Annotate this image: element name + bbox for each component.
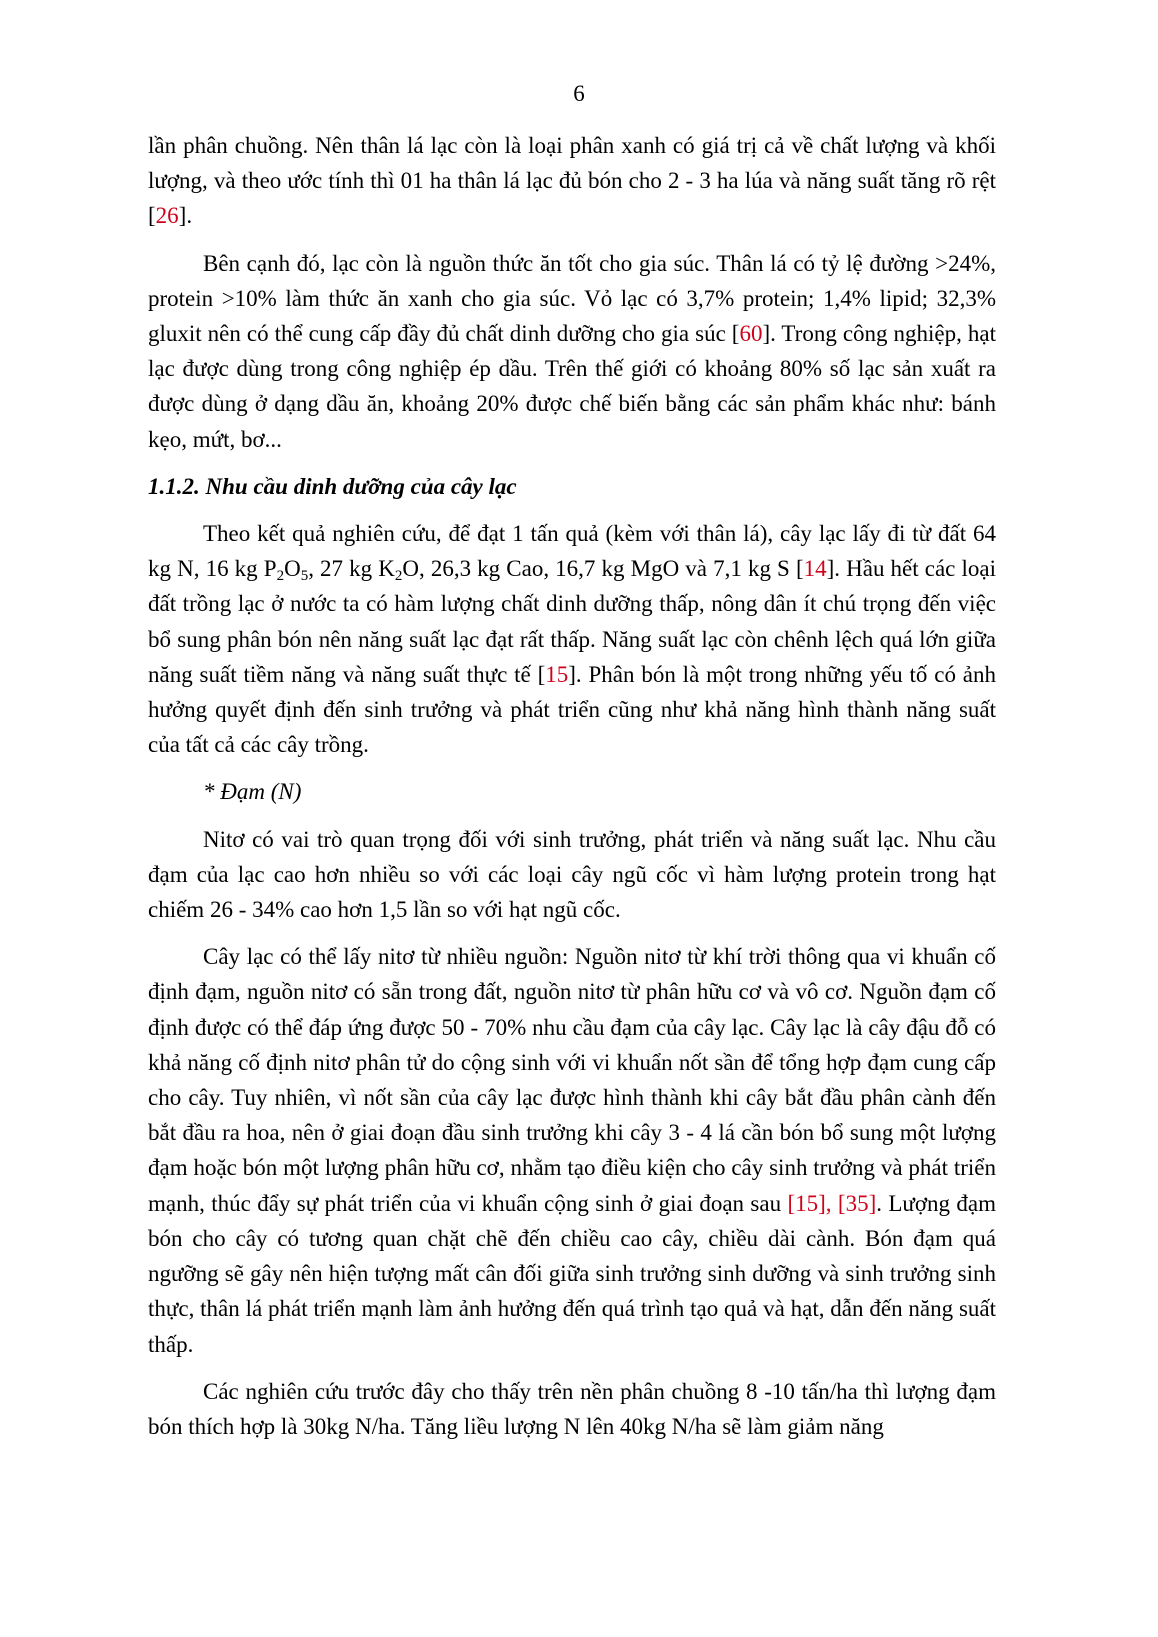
subscript: 2 bbox=[394, 568, 403, 585]
text: ]. Hầu hết các loại đất trồng lạc ở nước ta có hàm lượng chất dinh dưỡng thấp, nông dân ít chú trọng đến việc bổ sung phân bón nên năng suất lạc đạt rất thấp. Năng suất lạc còn chênh lệch quá lớn giữa năng suất tiềm năng và năng suất thực tế [ bbox=[148, 556, 996, 687]
section-heading: 1.1.2. Nhu cầu dinh dưỡng của cây lạc bbox=[148, 473, 517, 499]
text: O, 26,3 kg Cao, 16,7 kg MgO và 7,1 kg S [ bbox=[402, 556, 804, 582]
citation-link[interactable]: 26 bbox=[155, 203, 179, 229]
citation-link[interactable]: 14 bbox=[803, 556, 827, 582]
document-body bbox=[148, 128, 996, 1444]
citation-link[interactable]: [15], [35] bbox=[787, 1190, 877, 1216]
subscript: 5 bbox=[300, 568, 309, 585]
citation-link[interactable]: 60 bbox=[739, 321, 763, 347]
text: O bbox=[284, 556, 301, 582]
text: Bên cạnh đó, lạc còn là nguồn thức ăn tốt cho gia súc. Thân lá có tỷ lệ đường >24%, protein >10% làm thức ăn xanh cho gia súc. Vỏ lạc có 3,7% protein; 1,4% lipid; 32,3% gluxit nên có thể cung cấp đầy đủ chất dinh dưỡng cho gia súc [ bbox=[148, 250, 996, 347]
paragraph-1 bbox=[148, 128, 996, 234]
text: Theo kết quả nghiên cứu, để đạt 1 tấn quả (kèm với thân lá), cây lạc lấy đi từ đất 64 kg N, 16 kg P bbox=[148, 521, 996, 582]
paragraph-4: Nitơ có vai trò quan trọng đối với sinh trưởng, phát triển và năng suất lạc. Nhu cầu đạm của lạc cao hơn nhiều so với các loại cây ngũ cốc vì hàm lượng protein trong hạt chiếm 26 - 34% cao hơn 1,5 lần so với hạt ngũ cốc. bbox=[148, 826, 996, 923]
text: Cây lạc có thể lấy nitơ từ nhiều nguồn: Nguồn nitơ từ khí trời thông qua vi khuẩn cố định đạm, nguồn nitơ có sẵn trong đất, nguồn nitơ từ phân hữu cơ và vô cơ. Nguồn đạm cố định được có thể đáp ứng được 50 - 70% nhu cầu đạm của cây lạc. Cây lạc là cây đậu đỗ có khả năng cố định nitơ phân tử do cộng sinh với vi khuẩn nốt sần để tổng hợp đạm cung cấp cho cây. Tuy nhiên, vì nốt sần của cây lạc được hình thành khi cây bắt đầu phân cành đến bắt đầu ra hoa, nên ở giai đoạn đầu sinh trưởng khi cây 3 - 4 lá cần bón bổ sung một lượng đạm hoặc bón một lượng phân hữu cơ, nhằm tạo điều kiện cho cây sinh trưởng và phát triển mạnh, thúc đẩy sự phát triển của vi khuẩn cộng sinh ở giai đoạn sau bbox=[148, 944, 996, 1216]
text: ]. bbox=[178, 203, 193, 229]
page-number: 6 bbox=[573, 81, 585, 106]
subheading: * Đạm (N) bbox=[203, 779, 302, 805]
text: . Lượng đạm bón cho cây có tương quan chặt chẽ đến chiều cao cây, chiều dài cành. Bón đạm quá ngưỡng sẽ gây nên hiện tượng mất cân đối giữa sinh trưởng sinh dưỡng và sinh trưởng sinh thực, thân lá phát triển mạnh làm ảnh hưởng đến quá trình tạo quả và hạt, dẫn đến năng suất thấp. bbox=[148, 1190, 997, 1357]
subscript: 2 bbox=[276, 568, 285, 585]
text: ]. Trong công nghiệp, hạt lạc được dùng trong công nghiệp ép dầu. Trên thế giới có khoảng 80% số lạc sản xuất ra được dùng ở dạng dầu ăn, khoảng 20% được chế biến bằng các sản phẩm khác như: bánh kẹo, mứt, bơ... bbox=[148, 321, 996, 452]
paragraph-2 bbox=[148, 246, 996, 457]
text: ]. Phân bón là một trong những yếu tố có ảnh hưởng quyết định đến sinh trưởng và phát triển cũng như khả năng hình thành năng suất của tất cả các cây trồng. bbox=[148, 661, 996, 758]
text: lần phân chuồng. Nên thân lá lạc còn là loại phân xanh có giá trị cả về chất lượng và khối lượng, và theo ước tính thì 01 ha thân lá lạc đủ bón cho 2 - 3 ha lúa và năng suất tăng rõ rệt [ bbox=[148, 133, 996, 229]
paragraph-3 bbox=[148, 516, 996, 762]
text: , 27 kg K bbox=[308, 556, 395, 582]
citation-link[interactable]: 15 bbox=[545, 661, 569, 687]
paragraph-6: Các nghiên cứu trước đây cho thấy trên nền phân chuồng 8 -10 tấn/ha thì lượng đạm bón thích hợp là 30kg N/ha. Tăng liều lượng N lên 40kg N/ha sẽ làm giảm năng bbox=[148, 1378, 996, 1439]
paragraph-5 bbox=[148, 939, 996, 1361]
